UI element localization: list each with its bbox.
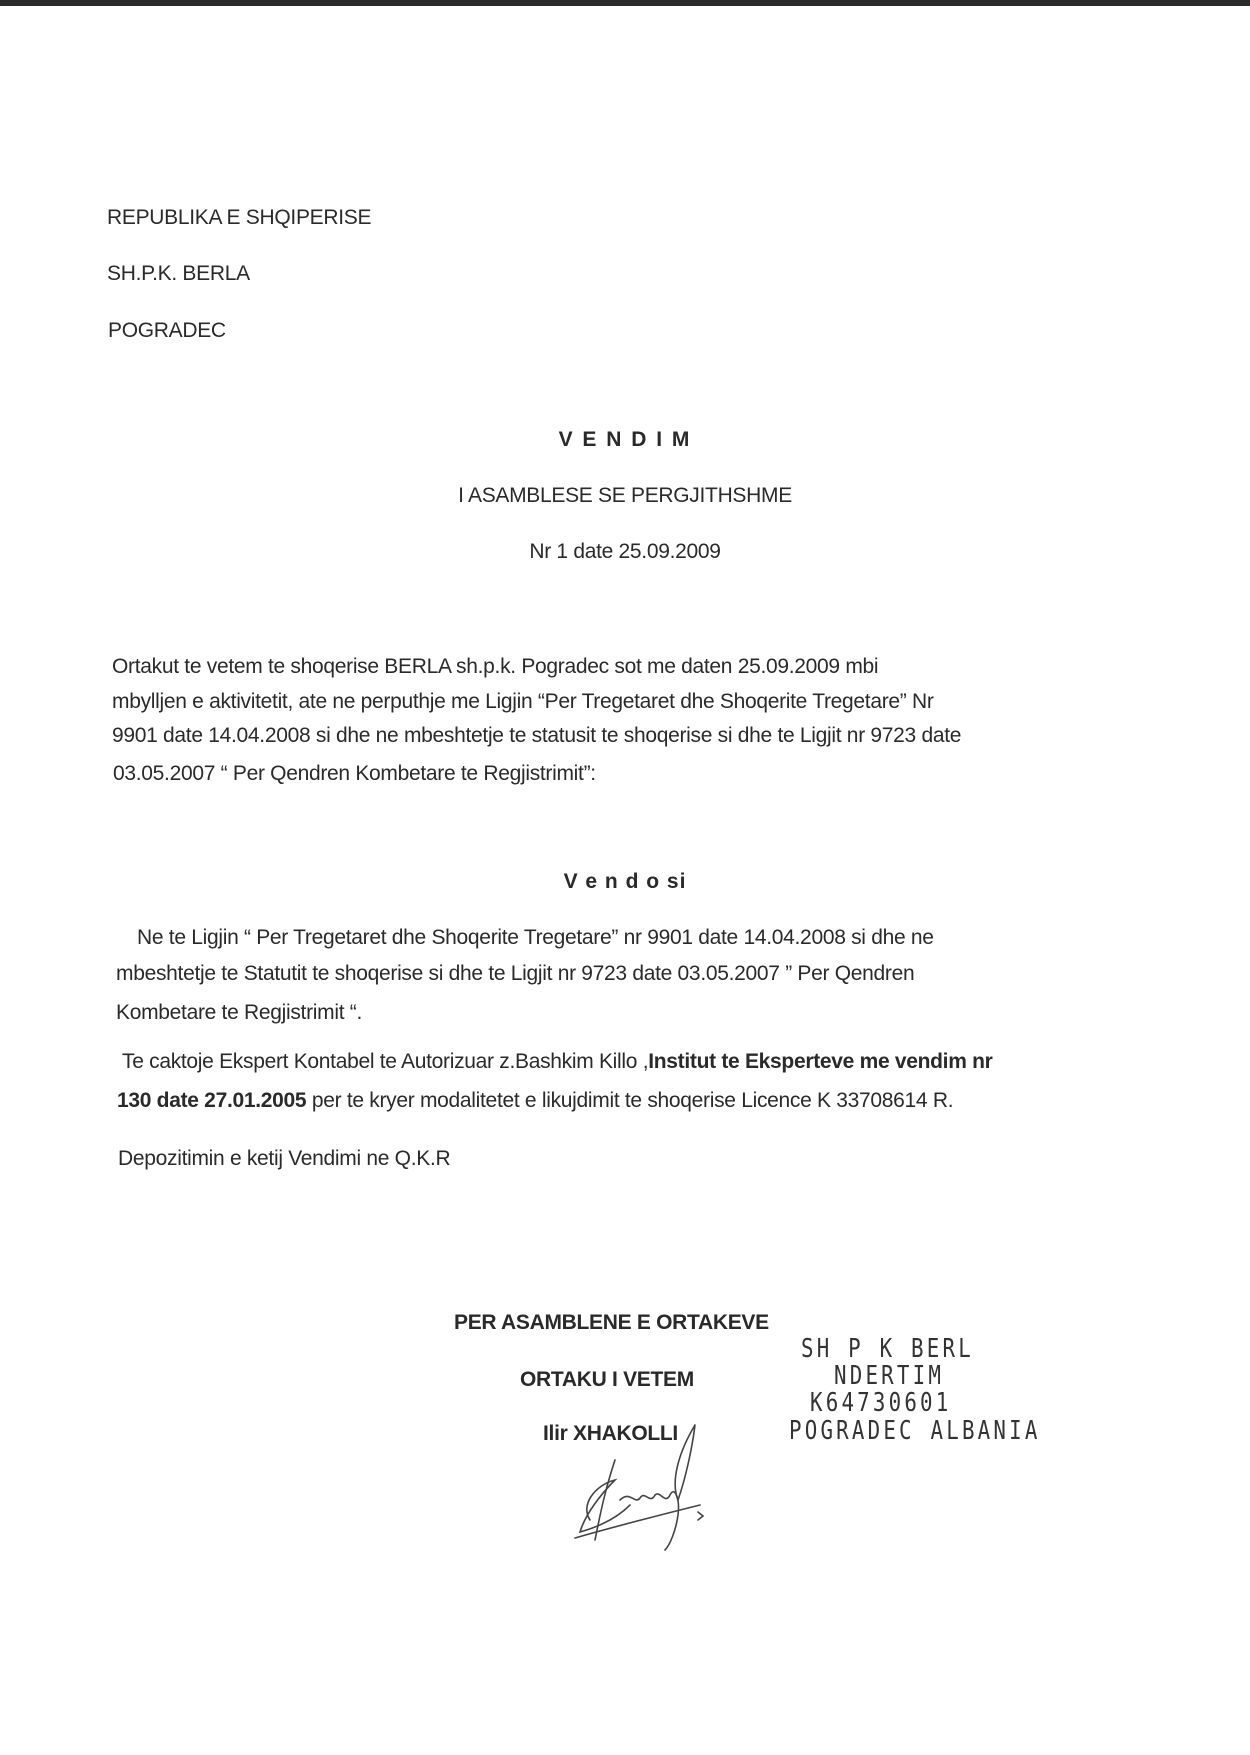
- institute-date: 130 date 27.01.2005: [117, 1089, 307, 1112]
- decision-line: Ne te Ligjin “ Per Tregetaret dhe Shoqerite Tregetare” nr 9901 date 14.04.2008 si dhe ne: [137, 926, 934, 949]
- document-subtitle: I ASAMBLESE SE PERGJITHSHME: [458, 484, 792, 507]
- license-text: per te kryer modalitetet e likujdimit te shoqerise Licence K 33708614 R.: [306, 1089, 954, 1112]
- stamp-line: NDERTIM: [834, 1361, 945, 1391]
- header-country: REPUBLIKA E SHQIPERISE: [107, 206, 372, 229]
- decision-line: Kombetare te Regjistrimit “.: [116, 1001, 363, 1024]
- signature-heading: PER ASAMBLENE E ORTAKEVE: [454, 1311, 769, 1334]
- stamp-line: SH P K BERL: [801, 1334, 974, 1364]
- stamp-line: K64730601: [810, 1388, 952, 1418]
- deposit-line: Depozitimin e ketij Vendimi ne Q.K.R: [118, 1147, 451, 1170]
- intro-line: 03.05.2007 “ Per Qendren Kombetare te Regjistrimit”:: [113, 762, 596, 785]
- header-company: SH.P.K. BERLA: [107, 262, 250, 285]
- signatory-name: Ilir XHAKOLLI: [543, 1422, 678, 1445]
- document-number: Nr 1 date 25.09.2009: [529, 540, 721, 563]
- signature-role: ORTAKU I VETEM: [520, 1368, 694, 1391]
- expert-text: Te caktoje Ekspert Kontabel te Autorizuar z.Bashkim Killo ,: [122, 1050, 649, 1073]
- decision-line: [117, 1089, 953, 1113]
- decision-heading: V e n d o si: [563, 870, 687, 893]
- intro-line: mbylljen e aktivitetit, ate ne perputhje me Ligjin “Per Tregetaret dhe Shoqerite Tregetare” Nr: [112, 690, 934, 713]
- stamp-line: POGRADEC ALBANIA: [789, 1416, 1041, 1446]
- decision-line: [122, 1050, 993, 1074]
- intro-line: Ortakut te vetem te shoqerise BERLA sh.p.k. Pogradec sot me daten 25.09.2009 mbi: [112, 655, 879, 678]
- header-city: POGRADEC: [108, 319, 226, 342]
- document-title: V E N D I M: [558, 428, 692, 451]
- intro-line: 9901 date 14.04.2008 si dhe ne mbeshtetje te statusit te shoqerise si dhe te Ligjit nr 9723 date: [112, 724, 962, 747]
- scan-edge: [0, 0, 1250, 6]
- institute-text: Institut te Eksperteve me vendim nr: [648, 1050, 993, 1073]
- handwritten-signature: [560, 1420, 710, 1555]
- decision-line: mbeshtetje te Statutit te shoqerise si dhe te Ligjit nr 9723 date 03.05.2007 ” Per Qendren: [116, 962, 915, 985]
